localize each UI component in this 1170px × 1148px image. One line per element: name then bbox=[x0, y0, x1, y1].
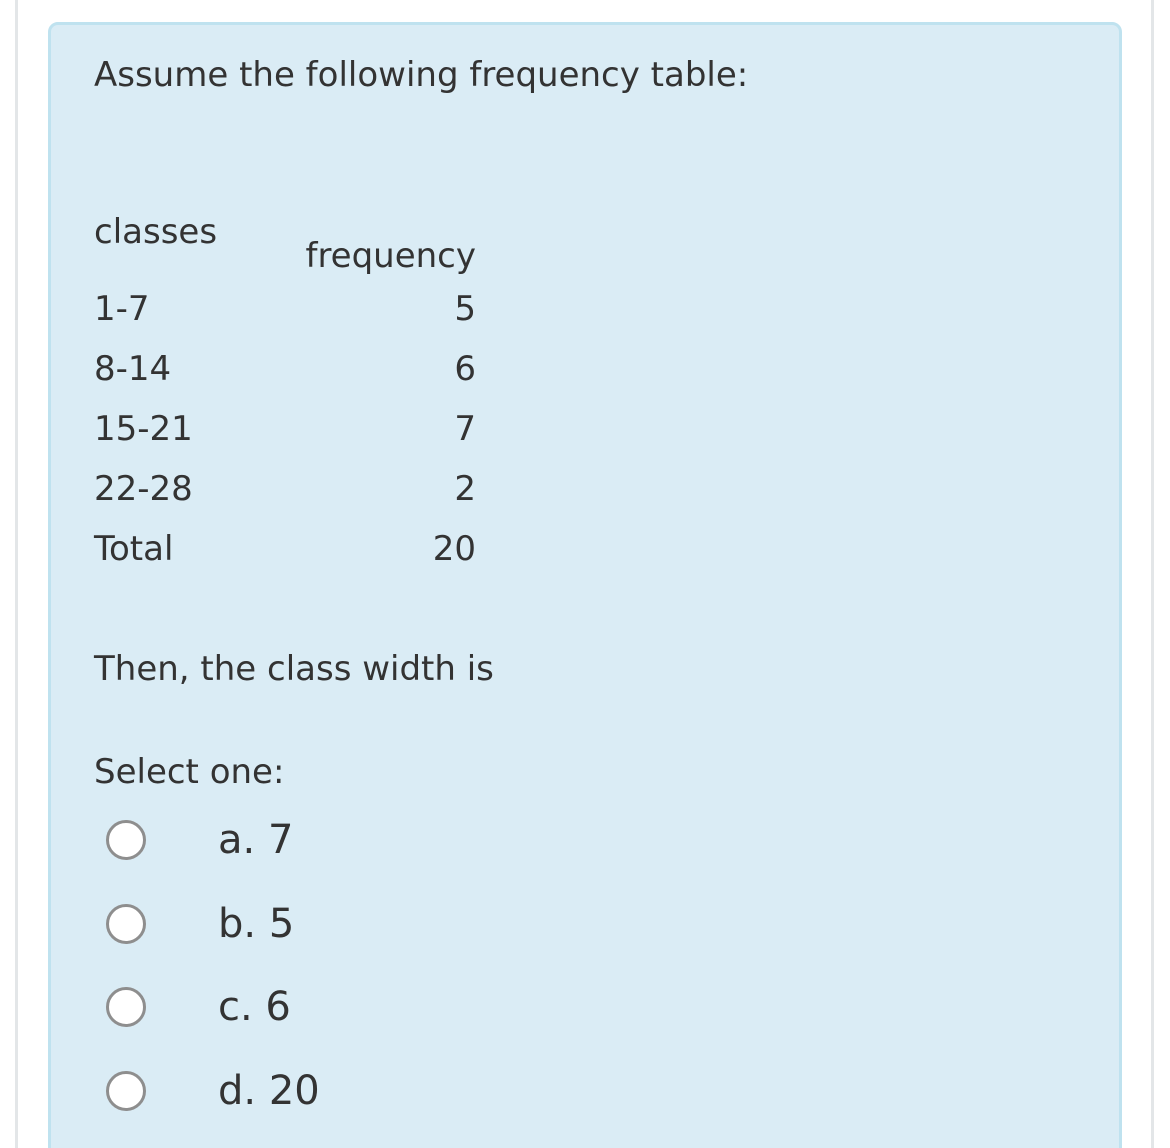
class-cell: 22-28 bbox=[94, 469, 193, 509]
class-cell: 8-14 bbox=[94, 349, 172, 389]
answer-option-d[interactable] bbox=[106, 1063, 526, 1119]
question-prompt: Assume the following frequency table: bbox=[94, 55, 749, 95]
frequency-header: frequency bbox=[305, 236, 476, 276]
answer-option-c[interactable] bbox=[106, 979, 526, 1035]
answer-option-label[interactable]: b. 5 bbox=[218, 901, 295, 947]
radio-icon[interactable] bbox=[106, 1071, 146, 1111]
answer-option-a[interactable] bbox=[106, 812, 526, 868]
frequency-cell: 2 bbox=[454, 469, 476, 509]
radio-icon[interactable] bbox=[106, 904, 146, 944]
answer-option-b[interactable] bbox=[106, 896, 526, 952]
subquestion-text: Then, the class width is bbox=[94, 649, 494, 689]
total-frequency: 20 bbox=[432, 529, 476, 569]
select-one-label: Select one: bbox=[94, 752, 285, 792]
answer-option-label[interactable]: c. 6 bbox=[218, 984, 291, 1030]
answer-option-label[interactable]: d. 20 bbox=[218, 1068, 320, 1114]
frequency-cell: 6 bbox=[454, 349, 476, 389]
frequency-cell: 5 bbox=[454, 289, 476, 329]
radio-icon[interactable] bbox=[106, 987, 146, 1027]
total-label: Total bbox=[94, 529, 174, 569]
frequency-cell: 7 bbox=[454, 409, 476, 449]
answer-option-label[interactable]: a. 7 bbox=[218, 817, 294, 863]
class-cell: 1-7 bbox=[94, 289, 150, 329]
classes-header: classes bbox=[94, 212, 218, 252]
class-cell: 15-21 bbox=[94, 409, 193, 449]
radio-icon[interactable] bbox=[106, 820, 146, 860]
